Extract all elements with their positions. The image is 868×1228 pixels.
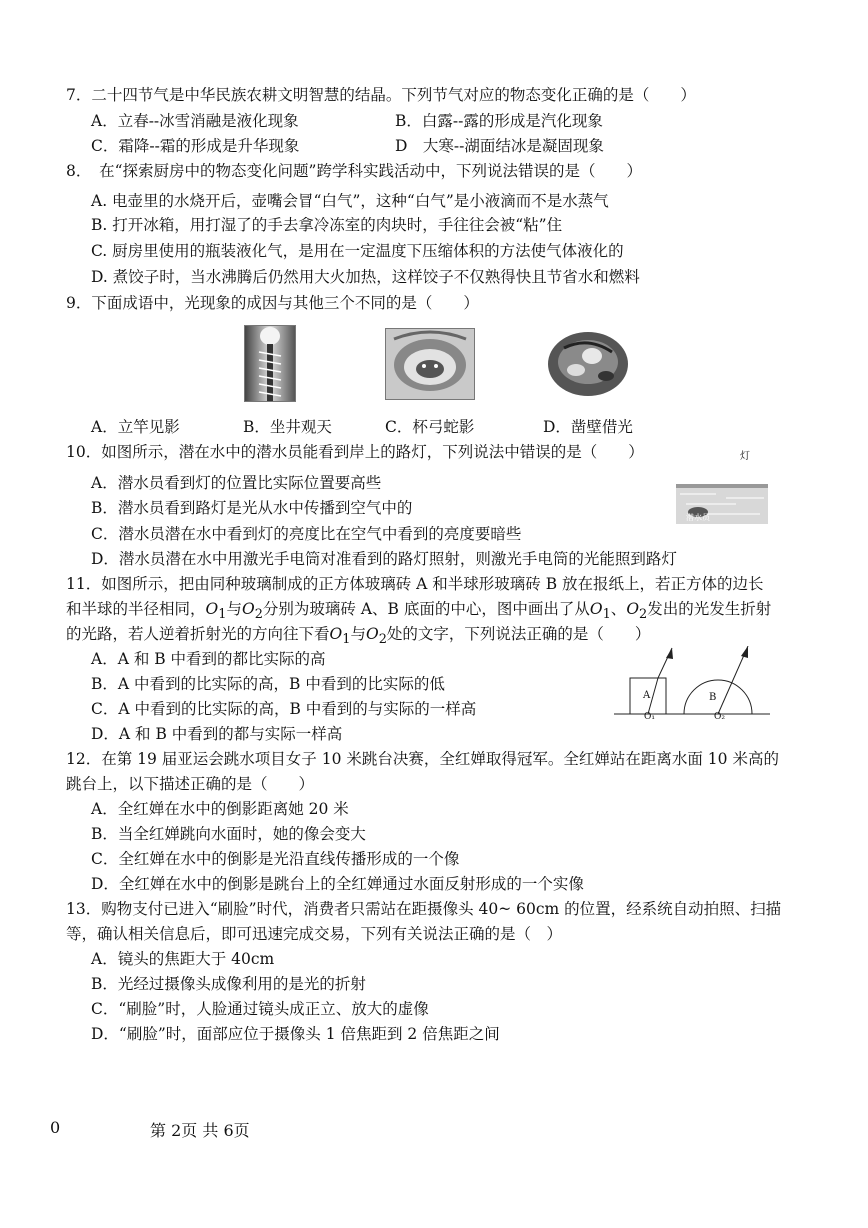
q11-o1-symbol-3: O: [329, 625, 343, 643]
q11-line2-part-b: 与: [226, 600, 242, 618]
q8-stem: 8． 在“探索厨房中的物态变化问题”跨学科实践活动中，下列说法错误的是（ ）: [66, 162, 642, 180]
q10-stem: 10．如图所示，潜在水中的潜水员能看到岸上的路灯，下列说法中错误的是（ ）: [66, 443, 644, 461]
q10-figure: [676, 484, 768, 524]
q9-stem: 9．下面成语中，光现象的成因与其他三个不同的是（ ）: [66, 294, 479, 312]
q7-option-b: B．白露--露的形成是汽化现象: [395, 112, 603, 130]
q11-line2-part-c: 分别为玻璃砖 A、B 底面的中心，图中画出了从: [262, 600, 590, 618]
q8-option-d: D. 煮饺子时，当水沸腾后仍然用大火加热，这样饺子不仅熟得快且节省水和燃料: [91, 268, 640, 286]
q13-option-a: A．镜头的焦距大于 40cm: [91, 950, 275, 968]
q11-figure-label-a: A: [643, 690, 651, 701]
q13-option-c: C．“刷脸”时，人脸通过镜头成正立、放大的虚像: [91, 1000, 429, 1018]
q11-figure-label-o2: O₂: [714, 712, 725, 722]
q13-line1: 13．购物支付已进入“刷脸”时代，消费者只需站在距摄像头 40~ 60cm 的位置，经系统自动拍照、扫描: [66, 900, 782, 918]
q12-option-c: C．全红婵在水中的倒影是光沿直线传播形成的一个像: [91, 850, 460, 868]
q11-option-d: D．A 和 B 中看到的都与实际一样高: [91, 725, 343, 743]
q11-o2-symbol-2: O: [626, 600, 640, 618]
q11-figure-label-o1: O₁: [644, 712, 655, 722]
q9-option-c: C．杯弓蛇影: [385, 418, 475, 436]
q11-o2-symbol: O: [241, 600, 255, 618]
q11-o2-subscript-3: 2: [378, 632, 387, 648]
q11-o1-symbol-2: O: [589, 600, 603, 618]
q11-line2: [66, 598, 771, 626]
q10-figure-diver-label: 潜水员: [686, 513, 710, 522]
q11-line3-part-a: 的光路，若人逆着折射光的方向往下看: [66, 625, 330, 643]
q11-option-a: A．A 和 B 中看到的都比实际的高: [91, 650, 326, 668]
q13-line2: 等，确认相关信息后，即可迅速完成交易，下列有关说法正确的是（ ）: [66, 925, 563, 943]
q11-line2-part-e: 发出的光发生折射: [647, 600, 772, 618]
q11-line3: [66, 623, 650, 651]
q11-line3-part-b: 与: [350, 625, 366, 643]
q9-option-a: A．立竿见影: [91, 418, 180, 436]
q11-o2-symbol-3: O: [365, 625, 379, 643]
q11-figure-label-b: B: [709, 692, 717, 703]
q10-figure-lamp-label: 灯: [740, 451, 750, 462]
q11-line2-part-d: 、: [610, 600, 627, 618]
q11-option-c: C．A 中看到的比实际的高，B 中看到的与实际的一样高: [91, 700, 477, 718]
q7-option-a: A．立春--冰雪消融是液化现象: [91, 112, 299, 130]
q10-option-c: C．潜水员潜在水中看到灯的亮度比在空气中看到的亮度要暗些: [91, 525, 522, 543]
page-number: 第 2页 共 6页: [150, 1121, 250, 1140]
q10-option-d: D．潜水员潜在水中用激光手电筒对准看到的路灯照射，则激光手电筒的光能照到路灯: [91, 550, 677, 568]
q9-image-a: [244, 325, 296, 402]
q11-o2-subscript-2: 2: [639, 607, 648, 623]
glass-bricks-figure: [614, 646, 770, 722]
q11-o2-subscript: 2: [254, 607, 263, 623]
pole-shadow-picture: [245, 326, 295, 401]
cup-bow-picture: [546, 330, 630, 398]
q12-option-b: B．当全红婵跳向水面时，她的像会变大: [91, 825, 366, 843]
q7-option-c: C．霜降--霜的形成是升华现象: [91, 137, 300, 155]
q11-line3-part-c: 处的文字，下列说法正确的是（ ）: [386, 625, 651, 643]
q11-figure: [614, 646, 770, 722]
q11-line2-part-a: 和半球的半径相同，: [66, 600, 206, 618]
q8-option-a: A. 电壶里的水烧开后，壶嘴会冒“白气”，这种“白气”是小液滴而不是水蒸气: [91, 192, 609, 210]
q12-option-d: D．全红婵在水中的倒影是跳台上的全红婵通过水面反射形成的一个实像: [91, 875, 584, 893]
q11-o1-subscript: 1: [218, 607, 227, 623]
q11-option-b: B．A 中看到的比实际的高，B 中看到的比实际的低: [91, 675, 445, 693]
q12-option-a: A．全红婵在水中的倒影距离她 20 米: [91, 800, 349, 818]
q11-line1: 11．如图所示，把由同种玻璃制成的正方体玻璃砖 A 和半球形玻璃砖 B 放在报纸上，若正方体的边长: [66, 575, 764, 593]
q13-option-d: D．“刷脸”时，面部应位于摄像头 1 倍焦距到 2 倍焦距之间: [91, 1025, 500, 1043]
q8-option-b: B. 打开冰箱，用打湿了的手去拿冷冻室的肉块时，手往往会被“粘”住: [91, 216, 563, 234]
q11-o1-symbol: O: [205, 600, 219, 618]
q7-option-d: D 大寒--湖面结冰是凝固现象: [395, 137, 604, 155]
frog-well-picture: [386, 329, 474, 399]
q9-option-b: B．坐井观天: [243, 418, 332, 436]
q9-option-d: D．凿壁借光: [543, 418, 633, 436]
footer-mark: 0: [50, 1118, 61, 1137]
q11-o1-subscript-2: 1: [602, 607, 611, 623]
q13-option-b: B．光经过摄像头成像利用的是光的折射: [91, 975, 366, 993]
q9-image-c: [546, 330, 630, 398]
q8-option-c: C. 厨房里使用的瓶装液化气，是用在一定温度下压缩体积的方法使气体液化的: [91, 242, 624, 260]
q10-option-a: A．潜水员看到灯的位置比实际位置要高些: [91, 474, 382, 492]
q9-image-b: [385, 328, 475, 400]
q12-line2: 跳台上，以下描述正确的是（ ）: [66, 775, 315, 793]
q11-o1-subscript-3: 1: [342, 632, 351, 648]
q12-line1: 12．在第 19 届亚运会跳水项目女子 10 米跳台决赛，全红婵取得冠军。全红婵站在距离水面 10 米高的: [66, 750, 779, 768]
q10-option-b: B．潜水员看到路灯是光从水中传播到空气中的: [91, 499, 413, 517]
q7-stem: 7．二十四节气是中华民族农耕文明智慧的结晶。下列节气对应的物态变化正确的是（ ）: [66, 86, 696, 104]
